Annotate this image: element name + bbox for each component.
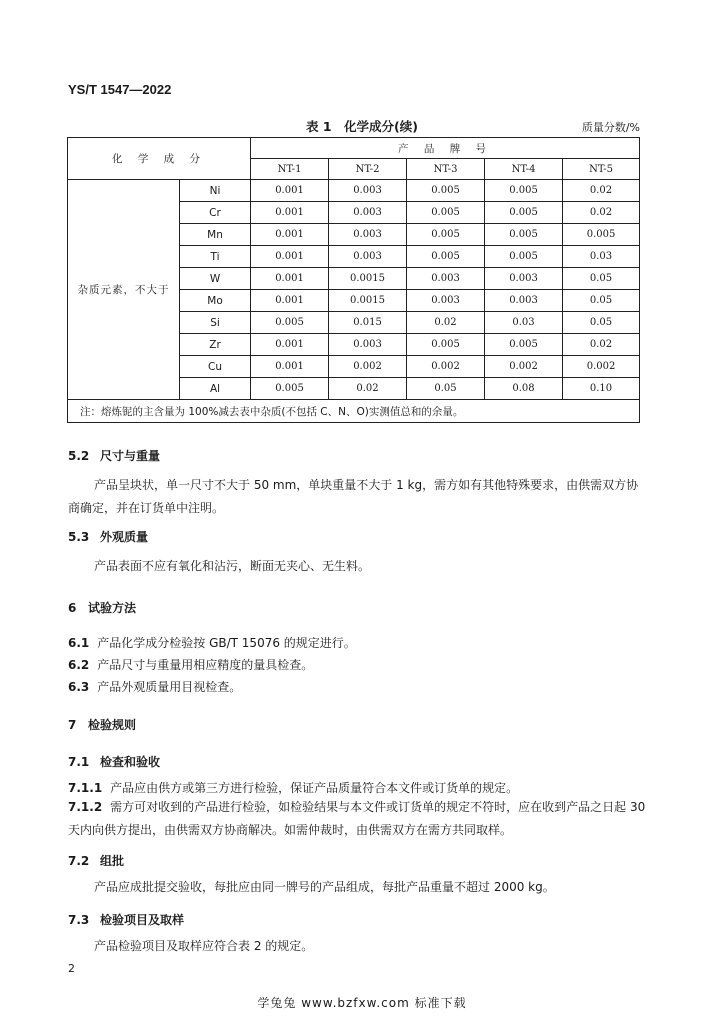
value-cell: 0.001 <box>251 202 329 224</box>
value-cell: 0.005 <box>485 246 563 268</box>
value-cell: 0.003 <box>329 224 407 246</box>
table-caption: 表 1 化学成分(续) <box>306 119 418 134</box>
standard-code: YS/T 1547—2022 <box>68 82 172 97</box>
value-cell: 0.10 <box>563 378 640 400</box>
value-cell: 0.005 <box>407 180 485 202</box>
value-cell: 0.001 <box>251 290 329 312</box>
clause-text: 产品应由供方或第三方进行检验，保证产品质量符合本文件或订货单的规定。 <box>110 781 519 795</box>
value-cell: 0.005 <box>251 378 329 400</box>
value-cell: 0.02 <box>563 334 640 356</box>
value-cell: 0.03 <box>563 246 640 268</box>
value-cell: 0.003 <box>329 202 407 224</box>
element-label: Ti <box>180 246 251 268</box>
clause-number: 6.2 <box>68 658 90 672</box>
value-cell: 0.005 <box>563 224 640 246</box>
value-cell: 0.003 <box>485 290 563 312</box>
grade-group-header: 产 品 牌 号 <box>251 138 640 159</box>
element-label: Mn <box>180 224 251 246</box>
impurity-category-label: 杂质元素，不大于 <box>68 180 180 400</box>
clause-number: 7.1.1 <box>68 781 103 795</box>
value-cell: 0.05 <box>563 312 640 334</box>
value-cell: 0.015 <box>329 312 407 334</box>
value-cell: 0.005 <box>485 202 563 224</box>
value-cell: 0.005 <box>485 334 563 356</box>
value-cell: 0.02 <box>563 202 640 224</box>
paragraph-7-3: 产品检验项目及取样应符合表 2 的规定。 <box>94 939 314 953</box>
section-heading-7-2 <box>68 852 124 869</box>
section-number: 7.1 <box>68 755 90 769</box>
section-title: 检验项目及取样 <box>100 913 185 927</box>
value-cell: 0.003 <box>329 180 407 202</box>
element-label: Si <box>180 312 251 334</box>
paragraph-5-3: 产品表面不应有氧化和沾污，断面无夹心、无生料。 <box>94 559 371 573</box>
clause-number: 7.1.2 <box>68 800 103 814</box>
value-cell: 0.05 <box>407 378 485 400</box>
clause-number: 6.1 <box>68 636 90 650</box>
value-cell: 0.001 <box>251 180 329 202</box>
page-number: 2 <box>68 962 75 975</box>
section-heading-5-3 <box>68 528 148 545</box>
section-heading-7 <box>68 716 136 733</box>
clause-7-1-1 <box>68 779 518 796</box>
value-cell: 0.003 <box>485 268 563 290</box>
clause-7-1-2 <box>68 796 648 842</box>
chemical-composition-table <box>67 137 640 423</box>
value-cell: 0.02 <box>329 378 407 400</box>
section-number: 7.3 <box>68 913 90 927</box>
element-label: Cr <box>180 202 251 224</box>
section-number: 7 <box>68 718 77 732</box>
paragraph-5-2: 产品呈块状，单一尺寸不大于 50 mm，单块重量不大于 1 kg，需方如有其他特殊要求，由供需双方协商确定，并在订货单中注明。 <box>68 478 639 515</box>
element-label: Mo <box>180 290 251 312</box>
section-heading-7-1 <box>68 753 160 770</box>
value-cell: 0.005 <box>485 180 563 202</box>
section-heading-6 <box>68 599 136 616</box>
clause-6-2 <box>68 656 313 673</box>
element-label: Ni <box>180 180 251 202</box>
value-cell: 0.003 <box>407 290 485 312</box>
value-cell: 0.001 <box>251 356 329 378</box>
section-title: 组批 <box>100 854 125 868</box>
value-cell: 0.002 <box>563 356 640 378</box>
value-cell: 0.005 <box>407 202 485 224</box>
grade-header: NT-5 <box>563 159 640 180</box>
section-heading-5-2 <box>68 447 160 464</box>
section-heading-7-3 <box>68 911 184 928</box>
clause-text: 产品尺寸与重量用相应精度的量具检查。 <box>97 658 314 672</box>
value-cell: 0.005 <box>485 224 563 246</box>
clause-text: 需方可对收到的产品进行检验，如检验结果与本文件或订货单的规定不符时，应在收到产品之日起 30 天内向供方提出，由供需双方协商解决。如需仲裁时，由供需双方在需方共同取样。 <box>68 800 646 837</box>
value-cell: 0.02 <box>563 180 640 202</box>
element-label: Zr <box>180 334 251 356</box>
value-cell: 0.002 <box>407 356 485 378</box>
value-cell: 0.002 <box>485 356 563 378</box>
paragraph-7-2: 产品应成批提交验收，每批应由同一牌号的产品组成，每批产品重量不超过 2000 kg。 <box>94 880 555 894</box>
section-title: 外观质量 <box>100 530 149 544</box>
section-number: 7.2 <box>68 854 90 868</box>
value-cell: 0.02 <box>407 312 485 334</box>
value-cell: 0.001 <box>251 268 329 290</box>
value-cell: 0.0015 <box>329 290 407 312</box>
value-cell: 0.003 <box>329 246 407 268</box>
clause-text: 产品化学成分检验按 GB/T 15076 的规定进行。 <box>97 636 356 650</box>
value-cell: 0.03 <box>485 312 563 334</box>
section-title: 检查和验收 <box>100 755 161 769</box>
grade-header: NT-1 <box>251 159 329 180</box>
value-cell: 0.005 <box>407 246 485 268</box>
grade-header: NT-2 <box>329 159 407 180</box>
value-cell: 0.005 <box>251 312 329 334</box>
value-cell: 0.001 <box>251 224 329 246</box>
section-number: 5.3 <box>68 530 90 544</box>
section-title: 尺寸与重量 <box>100 449 161 463</box>
table-note: 注：熔炼铌的主含量为 100%减去表中杂质(不包括 C、N、O)实测值总和的余量。 <box>68 400 640 423</box>
clause-6-1 <box>68 634 356 651</box>
composition-header: 化 学 成 分 <box>68 138 251 180</box>
section-title: 试验方法 <box>88 601 137 615</box>
clause-number: 6.3 <box>68 680 90 694</box>
value-cell: 0.002 <box>329 356 407 378</box>
table-unit: 质量分数/% <box>581 121 640 134</box>
value-cell: 0.003 <box>407 268 485 290</box>
site-footer: 学兔兔 www.bzfxw.com 标准下载 <box>257 996 467 1010</box>
value-cell: 0.005 <box>407 224 485 246</box>
value-cell: 0.003 <box>329 334 407 356</box>
grade-header: NT-3 <box>407 159 485 180</box>
grade-header: NT-4 <box>485 159 563 180</box>
element-label: W <box>180 268 251 290</box>
value-cell: 0.05 <box>563 268 640 290</box>
value-cell: 0.001 <box>251 334 329 356</box>
table-row <box>68 180 640 202</box>
value-cell: 0.05 <box>563 290 640 312</box>
value-cell: 0.005 <box>407 334 485 356</box>
element-label: Al <box>180 378 251 400</box>
value-cell: 0.0015 <box>329 268 407 290</box>
section-number: 5.2 <box>68 449 90 463</box>
section-number: 6 <box>68 601 77 615</box>
value-cell: 0.001 <box>251 246 329 268</box>
element-label: Cu <box>180 356 251 378</box>
value-cell: 0.08 <box>485 378 563 400</box>
section-title: 检验规则 <box>88 718 137 732</box>
clause-text: 产品外观质量用目视检查。 <box>97 680 242 694</box>
clause-6-3 <box>68 678 241 695</box>
